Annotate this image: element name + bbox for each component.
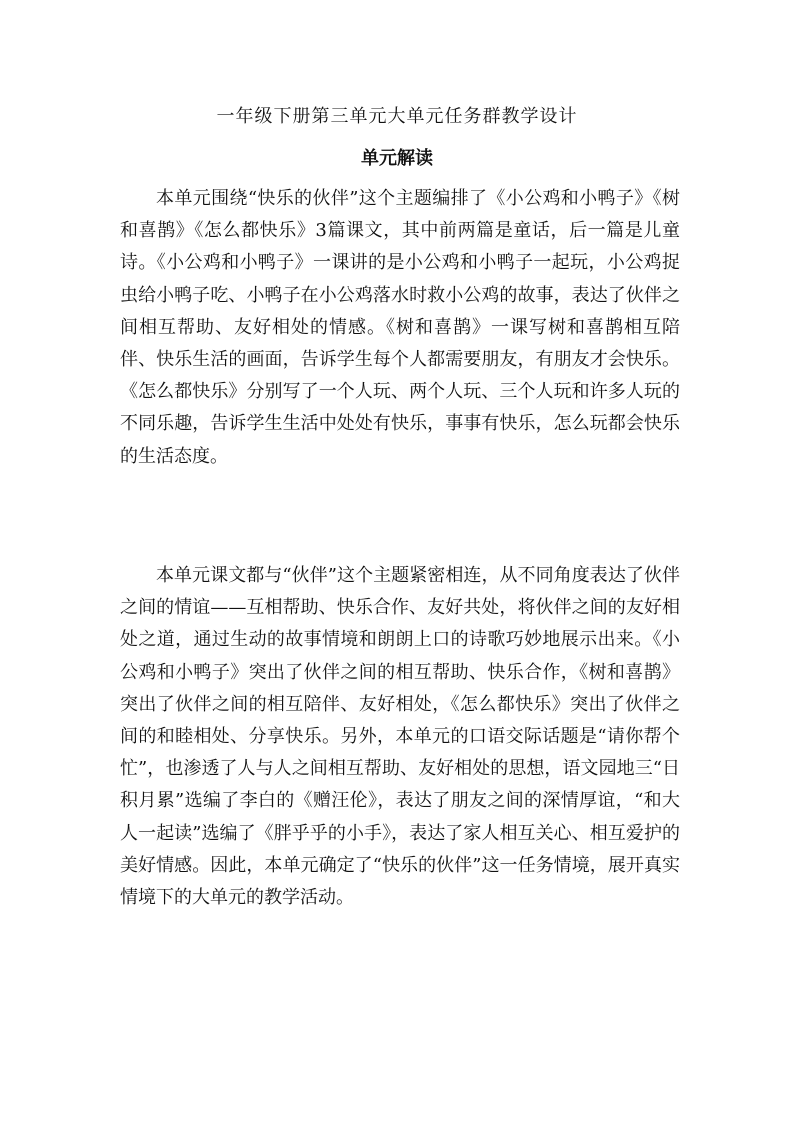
document-title: 一年级下册第三单元大单元任务群教学设计 <box>216 106 578 127</box>
body-paragraph: 本单元围绕“快乐的伙伴”这个主题编排了《小公鸡和小鸭子》《树和喜鹊》《怎么都快乐》3篇课文，其中前两篇是童话，后一篇是儿童诗。《小公鸡和小鸭子》一课讲的是小公鸡和小鸭子一起玩，小公鸡捉虫给小鸭子吃、小鸭子在小公鸡落水时救小公鸡的故事，表达了伙伴之间相互帮助、友好相处的情感。《树和喜鹊》一课写树和喜鹊相互陪伴、快乐生活的画面，告诉学生每个人都需要朋友，有朋友才会快乐。《怎么都快乐》分别写了一个人玩、两个人玩、三个人玩和许多人玩的不同乐趣，告诉学生生活中处处有快乐，事事有快乐，怎么玩都会快乐的生活态度。 <box>120 188 680 467</box>
body-paragraph: 本单元课文都与“伙伴”这个主题紧密相连，从不同角度表达了伙伴之间的情谊——互相帮助、快乐合作、友好共处，将伙伴之间的友好相处之道，通过生动的故事情境和朗朗上口的诗歌巧妙地展示出来。《小公鸡和小鸭子》突出了伙伴之间的相互帮助、快乐合作，《树和喜鹊》突出了伙伴之间的相互陪伴、友好相处，《怎么都快乐》突出了伙伴之间的和睦相处、分享快乐。另外，本单元的口语交际话题是“请你帮个忙”，也渗透了人与人之间相互帮助、友好相处的思想，语文园地三“日积月累”选编了李白的《赠汪伦》，表达了朋友之间的深情厚谊，“和大人一起读”选编了《胖乎乎的小手》，表达了家人相互关心、相互爱护的美好情感。因此，本单元确定了“快乐的伙伴”这一任务情境，展开真实情境下的大单元的教学活动。 <box>120 565 680 909</box>
section-heading: 单元解读 <box>361 148 433 169</box>
